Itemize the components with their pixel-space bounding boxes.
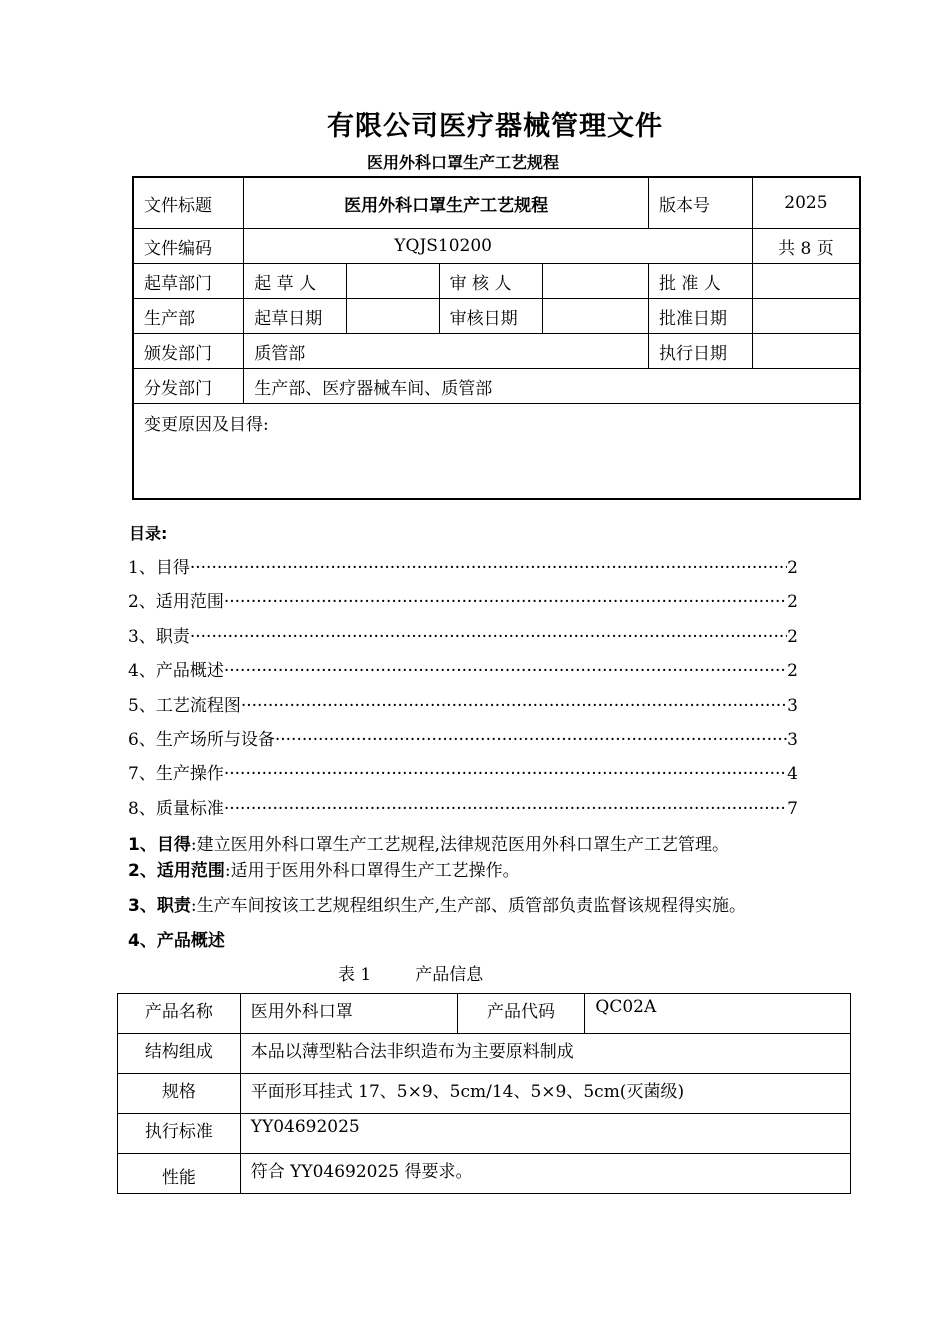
section-scope-body: :适用于医用外科口罩得生产工艺操作。 [224,861,520,881]
toc-item-page: 2 [787,592,798,613]
performance-value: 符合 YY04692025 得要求。 [240,1154,850,1194]
toc-leader [241,696,787,716]
product-name-value: 医用外科口罩 [240,994,457,1034]
product-name-label: 产品名称 [118,994,241,1034]
toc-item-label: 2、适用范围 [128,592,224,613]
draft-date-value [347,299,440,334]
draft-dept-value: 生产部 [133,299,244,334]
toc-leader [224,799,787,819]
page-count: 共 8 页 [752,229,860,264]
toc-item[interactable] [128,725,798,759]
section-product-overview-heading: 4、产品概述 [128,931,225,951]
toc-item-label: 6、生产场所与设备 [128,729,275,750]
table-caption [338,960,483,985]
draft-dept-label: 起草部门 [133,264,244,299]
document-header-table [132,176,861,500]
toc-item-page: 2 [787,661,798,682]
section-duties [128,891,746,916]
reviewer-label: 审 核 人 [439,264,542,299]
issue-dept-value: 质管部 [244,334,649,369]
section-purpose-heading: 1、目得 [128,835,191,855]
exec-date-label: 执行日期 [648,334,752,369]
toc-item-page: 7 [787,798,798,819]
toc-leader [190,558,787,578]
product-info-table [117,993,851,1194]
section-scope-heading: 2、适用范围 [128,861,225,881]
approver-label: 批 准 人 [648,264,752,299]
approve-date-value [752,299,860,334]
performance-label: 性能 [118,1154,241,1194]
standard-value: YY04692025 [240,1114,850,1154]
toc-leader [224,592,787,612]
distribute-value: 生产部、医疗器械车间、质管部 [244,369,860,404]
exec-date-value [752,334,860,369]
toc-item[interactable] [128,622,798,656]
reviewer-value [542,264,648,299]
toc-item-label: 8、质量标准 [128,798,224,819]
toc-leader [224,764,787,784]
toc-item[interactable] [128,553,798,587]
toc-item-label: 1、目得 [128,558,190,578]
code-value: YQJS10200 [244,229,753,264]
toc-item-label: 4、产品概述 [128,661,224,682]
section-purpose-body: :建立医用外科口罩生产工艺规程,法律规范医用外科口罩生产工艺管理。 [190,835,729,855]
toc-item[interactable] [128,587,798,621]
toc-leader [275,730,787,750]
toc-leader [190,627,787,647]
toc-item-page: 2 [787,558,798,578]
table-caption-number: 表 1 [338,965,372,985]
structure-value: 本品以薄型粘合法非织造布为主要原料制成 [240,1034,850,1074]
code-label: 文件编码 [133,229,244,264]
toc-item-label: 3、职责 [128,626,190,647]
toc-item[interactable] [128,656,798,690]
spec-value: 平面形耳挂式 17、5×9、5cm/14、5×9、5cm(灭菌级) [240,1074,850,1114]
toc-item-label: 5、工艺流程图 [128,695,241,716]
file-title-label: 文件标题 [133,177,244,229]
toc-item[interactable] [128,794,798,828]
review-date-value [542,299,648,334]
table-of-contents [128,553,798,828]
toc-title: 目录: [129,524,168,543]
version-label: 版本号 [648,177,752,229]
section-purpose [128,830,729,855]
section-duties-heading: 3、职责 [128,896,191,916]
toc-item[interactable] [128,691,798,725]
toc-item[interactable] [128,759,798,793]
distribute-label: 分发部门 [133,369,244,404]
spec-label: 规格 [118,1074,241,1114]
table-caption-text: 产品信息 [415,965,484,985]
approver-value [752,264,860,299]
standard-label: 执行标准 [118,1114,241,1154]
section-duties-body: :生产车间按该工艺规程组织生产,生产部、质管部负责监督该规程得实施。 [190,896,746,916]
approve-date-label: 批准日期 [648,299,752,334]
drafter-label: 起 草 人 [244,264,347,299]
toc-item-page: 4 [787,764,798,785]
toc-item-page: 3 [787,695,798,716]
toc-item-page: 2 [787,626,798,647]
toc-item-label: 7、生产操作 [128,764,224,785]
toc-item-page: 3 [787,729,798,750]
review-date-label: 审核日期 [439,299,542,334]
change-reason: 变更原因及目得: [133,404,860,500]
toc-leader [224,661,787,681]
product-code-label: 产品代码 [457,994,585,1034]
structure-label: 结构组成 [118,1034,241,1074]
issue-dept-label: 颁发部门 [133,334,244,369]
document-title: 有限公司医疗器械管理文件 [327,111,663,142]
product-code-value: QC02A [585,994,851,1034]
document-subtitle: 医用外科口罩生产工艺规程 [366,153,559,172]
section-scope [128,856,520,881]
file-title-value: 医用外科口罩生产工艺规程 [244,177,649,229]
version-value: 2025 [752,177,860,229]
drafter-value [347,264,440,299]
draft-date-label: 起草日期 [244,299,347,334]
